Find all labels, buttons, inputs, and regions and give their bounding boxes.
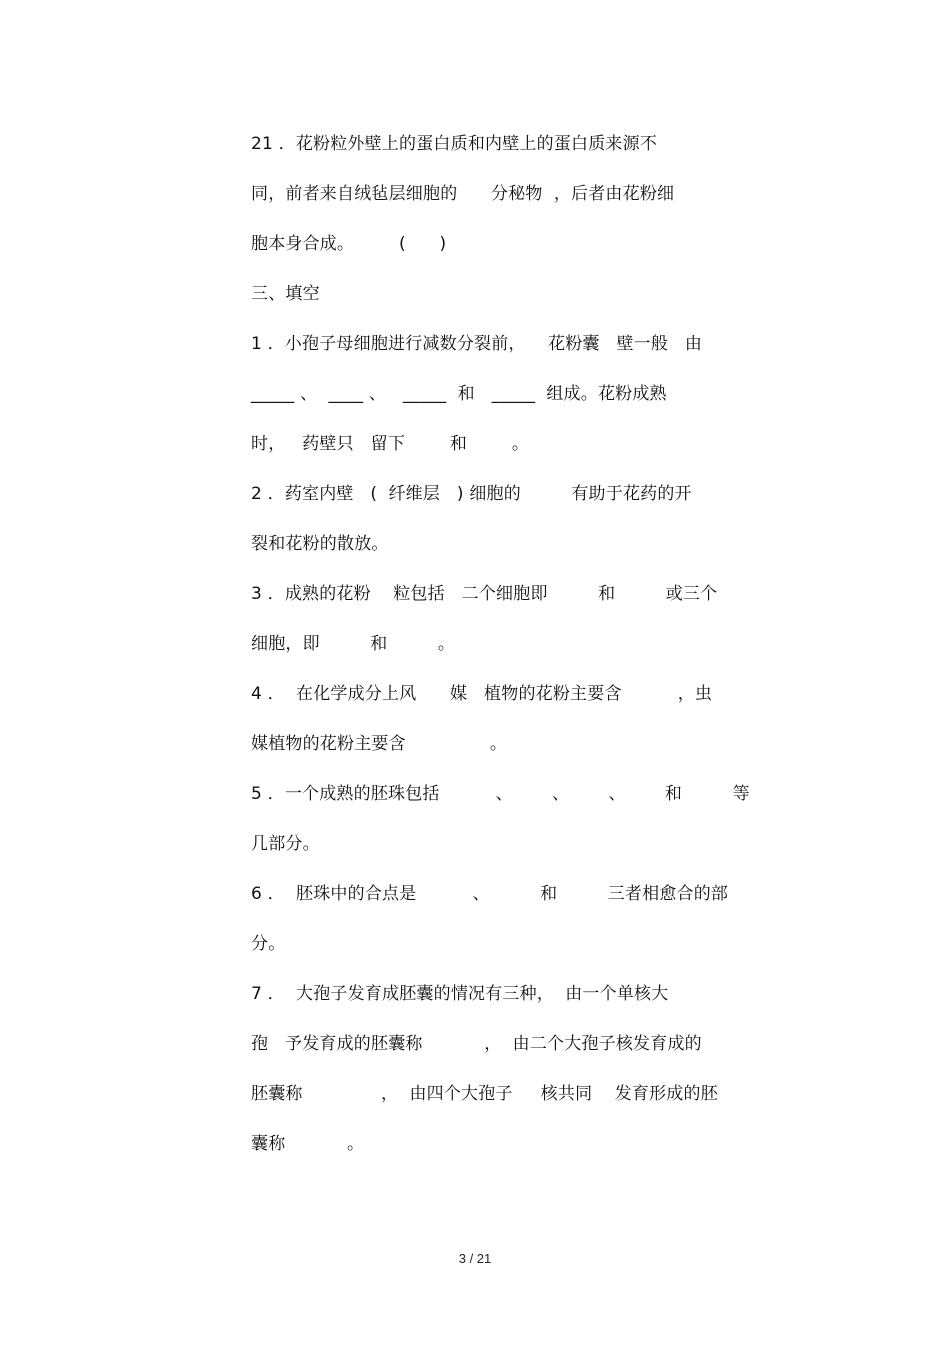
text-line-q2-1: 2 ．药室内壁 ( 纤维层 ) 细胞的 有助于花药的开	[251, 484, 692, 504]
text-line-q4-2: 媒植物的花粉主要含 。	[251, 734, 508, 754]
text-line-q7-1: 7 ． 大孢子发育成胚囊的情况有三种， 由一个单核大	[251, 984, 669, 1004]
text-line-q21-2: 同，前者来自绒毡层细胞的 分秘物 ，后者由花粉细	[251, 184, 675, 204]
text-line-q21-1: 21 ．花粉粒外壁上的蛋白质和内壁上的蛋白质来源不	[251, 134, 658, 154]
section-heading: 三、填空	[251, 284, 320, 304]
text-line-q4-1: 4 ． 在化学成分上风 媒 植物的花粉主要含 ，虫	[251, 684, 713, 704]
text-line-q3-2: 细胞，即 和 。	[251, 634, 456, 654]
text-line-q6-2: 分。	[251, 934, 286, 954]
text-line-q21-3: 胞本身合成。 ( )	[251, 234, 447, 254]
text-line-q7-2: 孢 予发育成的胚囊称 ， 由二个大孢子核发育成的	[251, 1034, 702, 1054]
text-line-q5-1: 5 ．一个成熟的胚珠包括 、 、 、 和 等	[251, 784, 750, 804]
text-line-q1-1: 1 ．小孢子母细胞进行减数分裂前， 花粉囊 壁一般 由	[251, 334, 703, 354]
text-line-q5-2: 几部分。	[251, 834, 320, 854]
text-line-q7-4: 囊称 。	[251, 1134, 365, 1154]
text-line-q7-3: 胚囊称 ， 由四个大孢子 核共同 发育形成的胚	[251, 1084, 718, 1104]
text-line-q6-1: 6 ． 胚珠中的合点是 、 和 三者相愈合的部	[251, 884, 729, 904]
text-line-q2-2: 裂和花粉的散放。	[251, 534, 389, 554]
text-line-q1-3: 时， 药壁只 留下 和 。	[251, 434, 530, 454]
page-number: 3 / 21	[458, 1251, 492, 1266]
text-line-q1-2: _____ 、 ____ 、 _____ 和 _____ 组成。花粉成熟	[251, 384, 667, 404]
text-line-q3-1: 3 ．成熟的花粉 粒包括 二个细胞即 和 或三个	[251, 584, 718, 604]
